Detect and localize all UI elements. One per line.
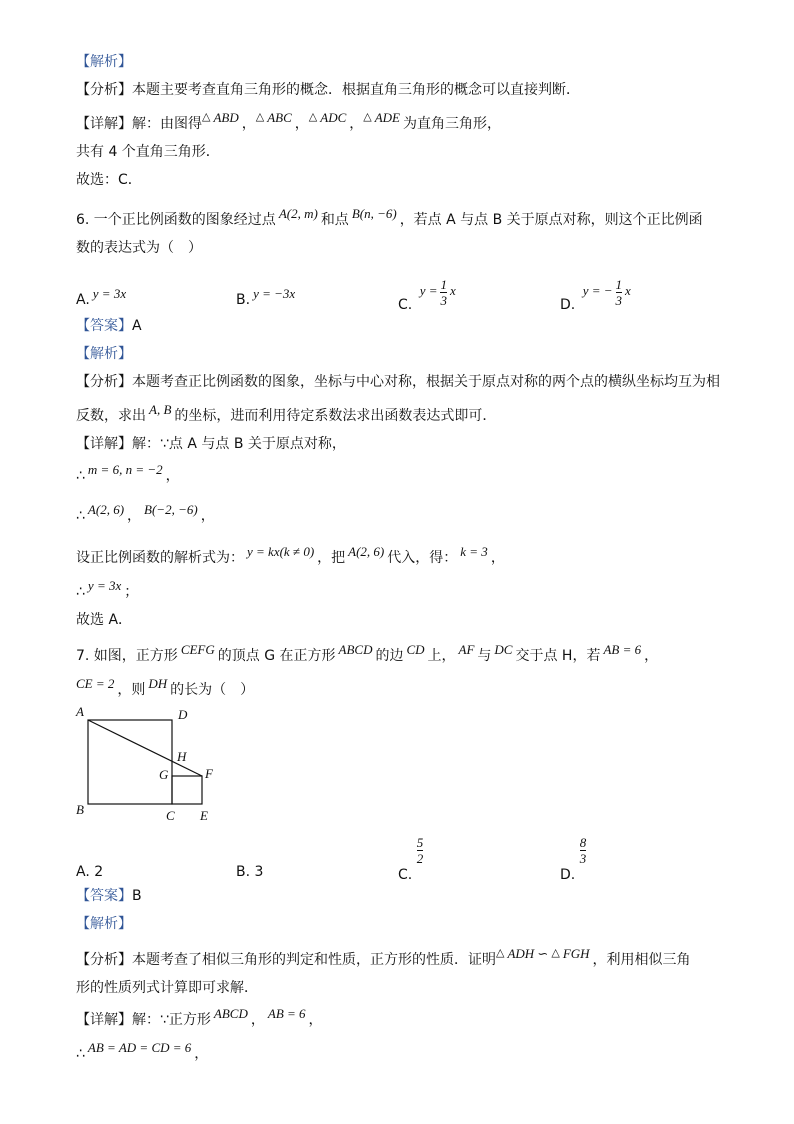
q6-detail-l4: [76, 544, 505, 568]
q6-text: 6. 一个正比例函数的图象经过点: [76, 212, 276, 228]
frac-num: 5: [416, 835, 424, 850]
detail-math: ABCD: [213, 1006, 248, 1021]
q6-stem-line1: [76, 206, 703, 230]
q6-jiexi: 【解析】: [76, 346, 132, 362]
triangle-icon: △: [496, 946, 505, 959]
math-tri1: ABD: [213, 110, 239, 125]
detail-text: 解：∵点 A 与点 B 关于原点对称，: [132, 436, 346, 452]
q7-jiexi: 【解析】: [76, 916, 132, 932]
triangle-icon: △: [202, 110, 211, 123]
punct: ，: [127, 508, 142, 524]
therefore-icon: ∴: [76, 508, 85, 524]
analysis-text: 反数，求出: [76, 408, 146, 424]
detail-math: y = kx(k ≠ 0): [247, 544, 315, 559]
geometry-figure: [70, 700, 230, 830]
detail-tag: 【详解】: [76, 436, 132, 452]
q7-math-b: ABCD: [338, 642, 373, 657]
option-label: D.: [560, 866, 576, 883]
detail-text: 解：由图得: [132, 116, 202, 132]
q6-option-d[interactable]: [560, 277, 634, 313]
frac-num: 8: [579, 835, 587, 850]
triangle-icon: △: [363, 110, 372, 123]
option-label: C.: [398, 866, 413, 883]
q7-text: 7. 如图，正方形: [76, 648, 178, 664]
option-math: y = −: [582, 282, 613, 298]
q7-text-b: 的长为（ ）: [170, 682, 255, 698]
analysis-text: 本题考查正比例函数的图象，坐标与中心对称，根据关于原点对称的两个点的横纵坐标均互为相: [132, 374, 720, 390]
q6-stem-line2: 数的表达式为（ ）: [76, 240, 202, 256]
therefore-icon: ∴: [76, 468, 85, 484]
q6-option-b[interactable]: [236, 286, 298, 310]
option-math-var: x: [625, 282, 631, 298]
detail-text-mid: ，把: [317, 550, 346, 566]
detail-tag: 【详解】: [76, 116, 132, 132]
q7-math-b: DH: [148, 676, 168, 691]
punct-end: ，: [200, 508, 215, 524]
analysis-line: [76, 80, 580, 100]
q7-text-e: 与: [477, 648, 492, 664]
frac-num: 1: [615, 277, 623, 292]
q7-answer-line: [76, 886, 142, 906]
label-b: B: [76, 802, 84, 817]
q7-text-c: 的边: [375, 648, 404, 664]
q7-math-c: CD: [406, 642, 425, 657]
frac-num: 1: [440, 277, 447, 292]
triangle-icon: △: [551, 946, 560, 959]
analysis-math: A, B: [149, 402, 172, 417]
detail-line: 【详解】解：由图得△ ABD ，△ ABC ，△ ADC ，△ ADE 为直角三角形，: [76, 110, 501, 132]
label-e: E: [200, 808, 208, 823]
punct: ；: [124, 584, 139, 600]
option-label: D.: [560, 296, 576, 313]
detail-text-mid2: 代入，得：: [387, 550, 458, 566]
fraction: [616, 278, 623, 307]
q7-text-b: 的顶点 G 在正方形: [217, 648, 336, 664]
q6-answer-line: [76, 316, 142, 336]
q6-detail-l5: [76, 578, 139, 602]
answer-value: A: [132, 318, 142, 334]
therefore-icon: ∴: [76, 1046, 85, 1062]
math-tri4: ADE: [374, 110, 400, 125]
analysis-math-b: FGH: [562, 946, 590, 961]
q7-analysis-l1: [76, 946, 691, 971]
analysis-tag: 【分析】: [76, 82, 132, 98]
math-tri2: ABC: [267, 110, 292, 125]
detail-math: m = 6, n = −2: [87, 462, 163, 477]
option-math: y =: [419, 282, 438, 298]
q7-stem-line2: [76, 676, 255, 700]
label-c: C: [166, 808, 175, 823]
detail-math-c: k = 3: [460, 544, 488, 559]
option-label: C.: [398, 296, 413, 313]
option-math: y = −3x: [253, 286, 296, 301]
square-cefg: [172, 776, 202, 804]
q7-option-d[interactable]: [560, 835, 587, 883]
label-d: D: [178, 707, 188, 722]
label-f: F: [205, 766, 213, 781]
option-value: 2: [94, 864, 104, 880]
punct: ，: [490, 550, 505, 566]
q6-option-c[interactable]: [398, 277, 459, 313]
answer-value: B: [132, 888, 142, 904]
frac-den: 2: [416, 851, 424, 866]
q7-math-d: AF: [458, 642, 475, 657]
q7-text-d: 上，: [427, 648, 456, 664]
analysis-text: 本题考查了相似三角形的判定和性质，正方形的性质．证明: [132, 952, 496, 968]
label-g: G: [159, 767, 169, 782]
frac-den: 3: [579, 851, 587, 866]
q7-math: CE = 2: [76, 676, 115, 691]
q6-detail-l3: [76, 502, 215, 526]
q6-option-a[interactable]: [76, 286, 129, 310]
detail-text-post: 为直角三角形，: [403, 116, 501, 132]
math-tri3: ADC: [320, 110, 347, 125]
triangle-icon: △: [308, 110, 318, 123]
detail-text: 解：∵正方形: [132, 1012, 211, 1028]
q6-analysis-l1: [76, 372, 720, 392]
fraction: [580, 836, 587, 865]
analysis-tag: 【分析】: [76, 374, 132, 390]
q7-punct: ，: [644, 648, 659, 664]
q7-detail-l1: [76, 1006, 323, 1030]
label-h: H: [177, 749, 187, 764]
q6-conclusion: 故选 A．: [76, 612, 133, 628]
q6-detail-l2: [76, 462, 180, 486]
q6-point-b: B(n, −6): [351, 206, 397, 221]
detail-math-b: AB = 6: [267, 1006, 306, 1021]
segment-af: [88, 720, 202, 776]
q7-detail-l2: [76, 1040, 209, 1064]
detail-math-b: A(2, 6): [348, 544, 385, 559]
label-a: A: [76, 704, 84, 719]
option-value: 3: [254, 864, 264, 880]
punct: ，: [165, 468, 180, 484]
q6-point-a: A(2, m): [278, 206, 318, 221]
option-label: B.: [236, 292, 251, 308]
answer-tag: 【答案】: [76, 888, 132, 904]
option-label: A.: [76, 292, 90, 308]
q7-option-a[interactable]: [76, 862, 103, 882]
analysis-tag: 【分析】: [76, 952, 132, 968]
section-label-jiexi: 【解析】: [76, 54, 132, 70]
q7-option-c[interactable]: [398, 835, 424, 883]
q6-analysis-l2: [76, 402, 497, 426]
q6-detail-l1: [76, 434, 346, 454]
option-label: A.: [76, 864, 90, 880]
q6-cond: ，若点 A 与点 B 关于原点对称，则这个正比例函: [399, 212, 703, 228]
therefore-icon: ∴: [76, 584, 85, 600]
answer-line: 故选：C．: [76, 172, 142, 188]
detail-math: AB = AD = CD = 6: [87, 1040, 192, 1055]
detail-math: y = 3x: [87, 578, 122, 593]
punct-end: ，: [308, 1012, 323, 1028]
q7-math-e: DC: [494, 642, 513, 657]
triangle-icon: △: [255, 110, 265, 123]
fraction: [440, 278, 447, 307]
detail-math-b: B(−2, −6): [144, 502, 198, 517]
q7-math-f: AB = 6: [603, 642, 642, 657]
analysis-text: 本题主要考查直角三角形的概念．根据直角三角形的概念可以直接判断．: [132, 82, 580, 98]
answer-tag: 【答案】: [76, 318, 132, 334]
punct: ，: [250, 1012, 265, 1028]
square-abcd: [88, 720, 172, 804]
q7-text: ，则: [117, 682, 146, 698]
q7-text-f: 交于点 H，若: [515, 648, 601, 664]
option-math: y = 3x: [92, 286, 127, 301]
q7-option-b[interactable]: [236, 862, 263, 882]
option-math-var: x: [449, 282, 456, 298]
analysis-text-b: 的坐标，进而利用待定系数法求出函数表达式即可．: [174, 408, 497, 424]
analysis-text-b: ，利用相似三角: [592, 952, 691, 968]
q6-and: 和点: [320, 212, 349, 228]
detail-text: 设正比例函数的解析式为：: [76, 550, 244, 566]
frac-den: 3: [440, 293, 447, 308]
option-label: B.: [236, 864, 251, 880]
frac-den: 3: [615, 293, 623, 308]
q7-stem-line1: [76, 642, 659, 666]
analysis-math: ADH ∽: [507, 946, 549, 961]
detail-tag: 【详解】: [76, 1012, 132, 1028]
detail-math: A(2, 6): [87, 502, 125, 517]
count-line: 共有 4 个直角三角形．: [76, 144, 220, 160]
fraction: [417, 836, 424, 865]
q7-math: CEFG: [180, 642, 215, 657]
punct: ，: [194, 1046, 209, 1062]
q7-analysis-l2: 形的性质列式计算即可求解．: [76, 980, 258, 996]
